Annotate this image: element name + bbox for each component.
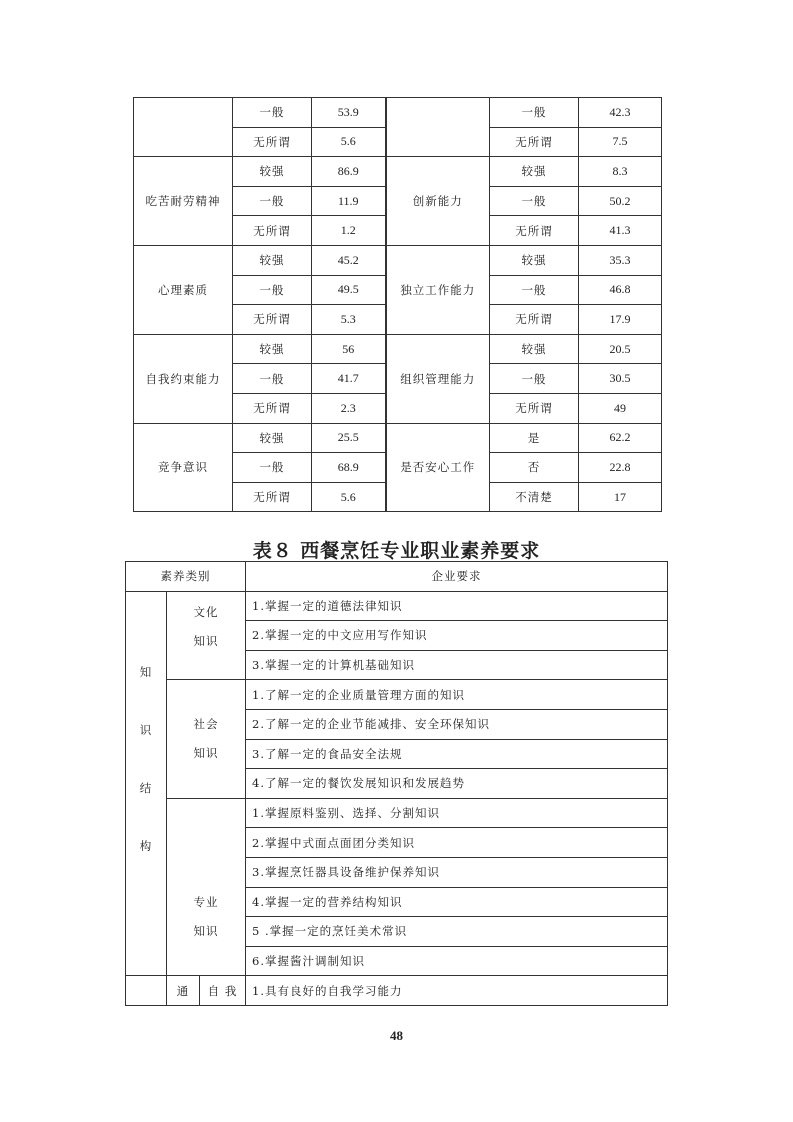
main-category-cell [126, 591, 167, 976]
percent-cell: 5.6 [312, 127, 386, 157]
requirement-cell: 3.掌握一定的计算机基础知识 [246, 650, 668, 680]
level-cell: 无所谓 [490, 127, 579, 157]
level-cell: 一般 [233, 275, 312, 305]
requirement-cell: 4.了解一定的餐饮发展知识和发展趋势 [246, 769, 668, 799]
level-cell: 无所谓 [233, 305, 312, 335]
subcategory-cell [167, 798, 246, 976]
level-cell: 较强 [233, 245, 312, 275]
requirement-cell: 1.了解一定的企业质量管理方面的知识 [246, 680, 668, 710]
level-cell: 较强 [233, 423, 312, 453]
percent-cell: 11.9 [312, 186, 386, 216]
percent-cell: 49 [579, 393, 662, 423]
survey-results-table [133, 97, 662, 512]
level-cell: 较强 [490, 245, 579, 275]
requirement-cell: 3.掌握烹饪器具设备维护保养知识 [246, 857, 668, 887]
header-row [126, 562, 668, 592]
char: 识 [139, 722, 153, 737]
category-cell: 自我约束能力 [134, 334, 233, 423]
percent-cell: 56 [312, 334, 386, 364]
percent-cell: 30.5 [579, 364, 662, 394]
category-cell: 创新能力 [386, 157, 490, 246]
level-cell: 无所谓 [233, 482, 312, 512]
percent-cell: 68.9 [312, 453, 386, 483]
subcategory-label [167, 888, 245, 946]
header-requirement: 企业要求 [246, 562, 668, 592]
percent-cell: 50.2 [579, 186, 662, 216]
percent-cell: 41.3 [579, 216, 662, 246]
professional-literacy-table [125, 561, 668, 1006]
requirement-cell: 4.掌握一定的营养结构知识 [246, 887, 668, 917]
level-cell: 无所谓 [490, 305, 579, 335]
percent-cell: 1.2 [312, 216, 386, 246]
percent-cell: 5.3 [312, 305, 386, 335]
requirement-cell: 5 .掌握一定的烹饪美术常识 [246, 917, 668, 947]
table-row [126, 976, 668, 1006]
label-line: 社会 [193, 717, 219, 732]
level-cell: 无所谓 [233, 127, 312, 157]
percent-cell: 17 [579, 482, 662, 512]
level-cell: 一般 [233, 453, 312, 483]
percent-cell: 41.7 [312, 364, 386, 394]
requirement-cell: 2.掌握一定的中文应用写作知识 [246, 621, 668, 651]
table-row [126, 591, 668, 621]
table-row [134, 245, 662, 275]
percent-cell: 49.5 [312, 275, 386, 305]
percent-cell: 2.3 [312, 393, 386, 423]
page-number: 48 [390, 1028, 403, 1043]
empty-cell [126, 976, 167, 1006]
percent-cell: 35.3 [579, 245, 662, 275]
requirement-cell: 1.具有良好的自我学习能力 [246, 976, 668, 1006]
percent-cell: 25.5 [312, 423, 386, 453]
requirement-cell: 6.掌握酱汁调制知识 [246, 946, 668, 976]
table-row [134, 157, 662, 187]
subcategory-cell [167, 680, 246, 798]
category-cell [134, 98, 233, 157]
category-cell: 吃苦耐劳精神 [134, 157, 233, 246]
level-cell: 一般 [233, 186, 312, 216]
level-cell: 一般 [233, 98, 312, 128]
percent-cell: 8.3 [579, 157, 662, 187]
level-cell: 一般 [490, 275, 579, 305]
label-line: 知识 [193, 633, 219, 648]
requirement-cell: 3.了解一定的食品安全法规 [246, 739, 668, 769]
char: 构 [139, 838, 153, 853]
table-row [134, 334, 662, 364]
level-cell: 无所谓 [233, 216, 312, 246]
percent-cell: 5.6 [312, 482, 386, 512]
percent-cell: 45.2 [312, 245, 386, 275]
category-cell: 竞争意识 [134, 423, 233, 512]
requirement-cell: 2.掌握中式面点面团分类知识 [246, 828, 668, 858]
requirement-cell: 2.了解一定的企业节能减排、安全环保知识 [246, 709, 668, 739]
level-cell: 否 [490, 453, 579, 483]
header-category: 素养类别 [126, 562, 246, 592]
subcategory-label [167, 598, 245, 656]
level-cell: 较强 [490, 334, 579, 364]
percent-cell: 53.9 [312, 98, 386, 128]
category-cell: 组织管理能力 [386, 334, 490, 423]
percent-cell: 20.5 [579, 334, 662, 364]
category-cell [386, 98, 490, 157]
table-title: 表８ 西餐烹饪专业职业素养要求 [252, 540, 541, 562]
self-cell: 自 我 [200, 976, 246, 1006]
label-line: 知识 [193, 746, 219, 761]
label-line: 文化 [193, 604, 219, 619]
general-cell: 通 [167, 976, 200, 1006]
category-cell: 是否安心工作 [386, 423, 490, 512]
percent-cell: 17.9 [579, 305, 662, 335]
level-cell: 一般 [233, 364, 312, 394]
table-row [126, 680, 668, 710]
requirement-cell: 1.掌握一定的道德法律知识 [246, 591, 668, 621]
level-cell: 一般 [490, 98, 579, 128]
main-category-label [126, 664, 166, 896]
percent-cell: 46.8 [579, 275, 662, 305]
table-row [134, 423, 662, 453]
level-cell: 无所谓 [490, 216, 579, 246]
table-row [134, 98, 662, 128]
level-cell: 一般 [490, 186, 579, 216]
percent-cell: 7.5 [579, 127, 662, 157]
label-line: 知识 [193, 924, 219, 939]
level-cell: 不清楚 [490, 482, 579, 512]
level-cell: 较强 [490, 157, 579, 187]
subcategory-label [167, 710, 245, 768]
char: 知 [139, 664, 153, 679]
level-cell: 无所谓 [490, 393, 579, 423]
level-cell: 较强 [233, 157, 312, 187]
subcategory-cell [167, 591, 246, 680]
level-cell: 较强 [233, 334, 312, 364]
percent-cell: 22.8 [579, 453, 662, 483]
char: 结 [139, 780, 153, 795]
level-cell: 无所谓 [233, 393, 312, 423]
category-cell: 独立工作能力 [386, 245, 490, 334]
level-cell: 一般 [490, 364, 579, 394]
label-line: 专业 [193, 895, 219, 910]
level-cell: 是 [490, 423, 579, 453]
percent-cell: 62.2 [579, 423, 662, 453]
category-cell: 心理素质 [134, 245, 233, 334]
percent-cell: 86.9 [312, 157, 386, 187]
requirement-cell: 1.掌握原料鉴别、选择、分割知识 [246, 798, 668, 828]
percent-cell: 42.3 [579, 98, 662, 128]
table-row [126, 798, 668, 828]
